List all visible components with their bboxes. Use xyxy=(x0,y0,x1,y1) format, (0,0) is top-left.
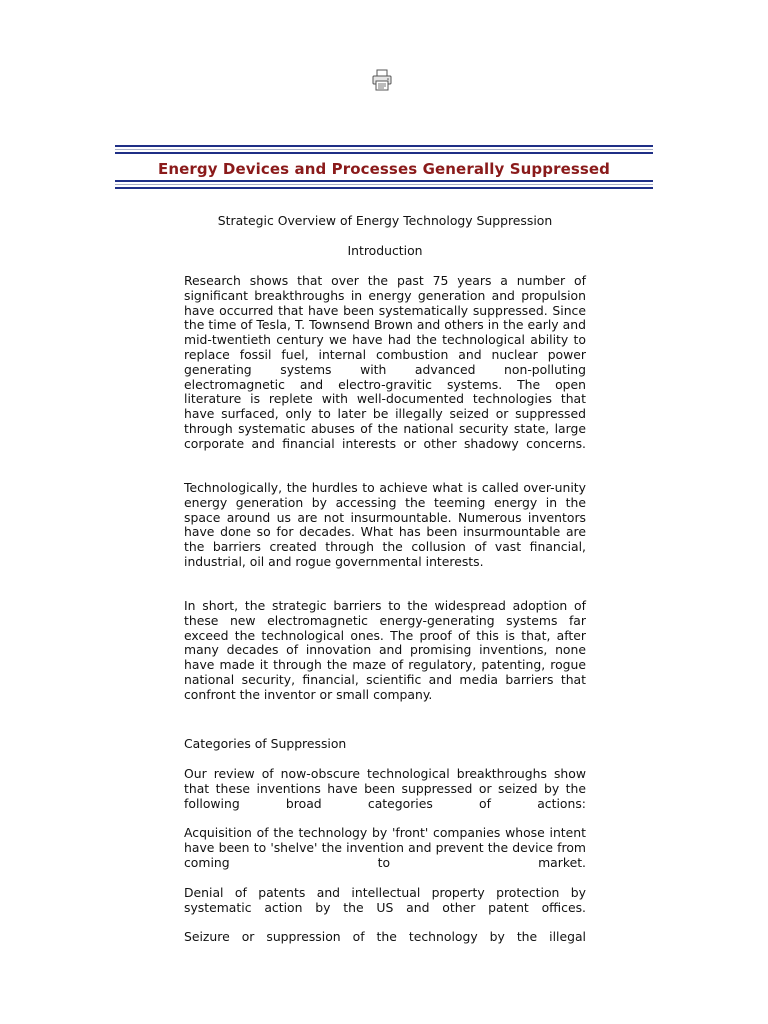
page-title: Energy Devices and Processes Generally Suppressed xyxy=(157,160,611,178)
introduction-heading: Introduction xyxy=(347,243,423,258)
intro-paragraph-2: Technologically, the hurdles to achieve what is called over-unity energy generation by accessing the teeming energy in the space around us are not insurmountable. Numerous inventors have done so for decades. What has been insurmountable are the barriers created through the collusion of vast financial, industrial, oil and rogue governmental interests. xyxy=(184,480,586,569)
categories-paragraph-3: Denial of patents and intellectual property protection by systematic action by the US and other patent offices. xyxy=(184,885,586,915)
bottom-rule xyxy=(115,180,653,188)
top-rule xyxy=(115,145,653,153)
categories-paragraph-2: Acquisition of the technology by 'front' companies whose intent have been to 'shelve' the invention and prevent the device from coming to market. xyxy=(184,825,586,870)
printer-icon-graphic xyxy=(370,68,394,92)
printer-icon[interactable] xyxy=(370,68,394,92)
categories-paragraph-4: Seizure or suppression of the technology by the illegal xyxy=(184,929,586,944)
intro-paragraph-3: In short, the strategic barriers to the widespread adoption of these new electromagnetic energy-generating systems far exceed the technological ones. The proof of this is that, after many decades of innovation and promising inventions, none have made it through the maze of regulatory, patenting, rogue national security, financial, scientific and media barriers that confront the inventor or small company. xyxy=(184,598,586,702)
categories-heading: Categories of Suppression xyxy=(184,736,347,751)
intro-paragraph-1: Research shows that over the past 75 years a number of significant breakthroughs in energy generation and propulsion have occurred that have been systematically suppressed. Since the time of Tesla, T. Townsend Brown and others in the early and mid-twentieth century we have had the technological ability to replace fossil fuel, internal combustion and nuclear power generating systems with advanced non-polluting electromagnetic and electro-gravitic systems. The open literature is replete with well-documented technologies that have surfaced, only to later be illegally seized or suppressed through systematic abuses of the national security state, large corporate and financial interests or other shadowy concerns. xyxy=(184,273,586,451)
categories-paragraph-1: Our review of now-obscure technological breakthroughs show that these inventions have been suppressed or seized by the following broad categories of actions: xyxy=(184,766,586,811)
document-subtitle: Strategic Overview of Energy Technology Suppression xyxy=(217,213,553,228)
